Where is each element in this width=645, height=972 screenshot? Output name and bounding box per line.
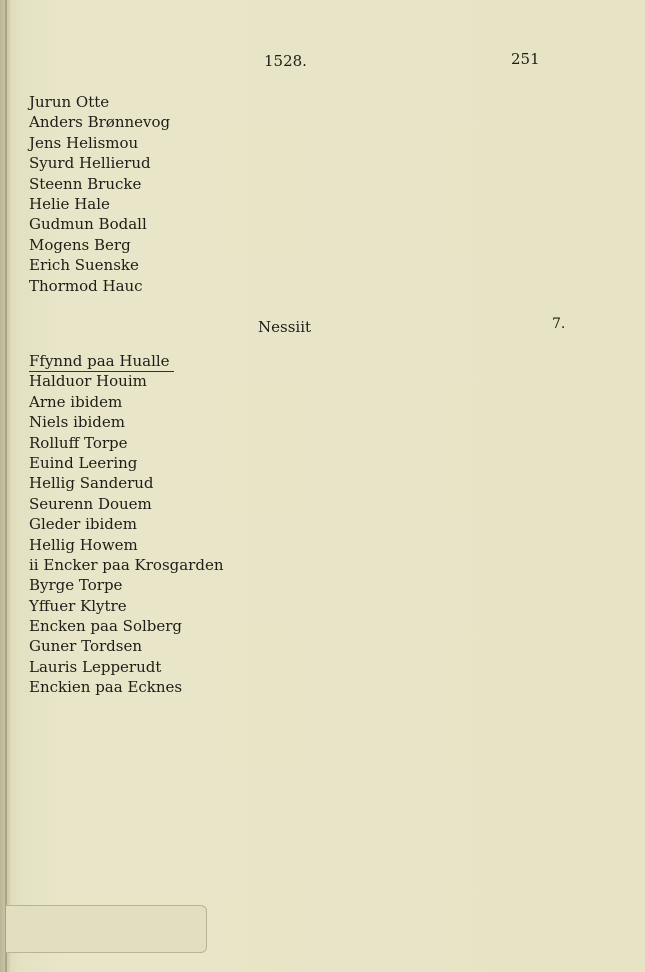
list-item xyxy=(29,351,224,371)
list-item: Hellig Sanderud xyxy=(29,474,154,493)
list-item: Enckien paa Ecknes xyxy=(29,678,183,697)
name-list-2 xyxy=(29,351,224,698)
list-item: Lauris Lepperudt xyxy=(29,657,162,676)
section-number: 7. xyxy=(552,316,566,332)
name-list-1 xyxy=(29,92,170,296)
list-item: Anders Brønnevog xyxy=(29,113,171,132)
spine-binding-line xyxy=(5,0,7,972)
list-item: Gleder ibidem xyxy=(29,515,137,534)
list-item: Helie Hale xyxy=(29,194,110,213)
list-item: Guner Tordsen xyxy=(29,637,142,656)
list-item: Hellig Howem xyxy=(29,535,138,554)
list-item: Encken paa Solberg xyxy=(29,617,183,636)
header-year: 1528. xyxy=(264,52,307,70)
list-item: Syurd Hellierud xyxy=(29,154,151,173)
list-item: Arne ibidem xyxy=(29,392,123,411)
list-item: Erich Suenske xyxy=(29,256,139,275)
underlined-entry: Ffynnd paa Hualle xyxy=(29,351,174,372)
list-item: Euind Leering xyxy=(29,453,138,472)
list-item: Steenn Brucke xyxy=(29,174,142,193)
list-item: Yffuer Klytre xyxy=(29,596,127,615)
list-item: Byrge Torpe xyxy=(29,576,123,595)
list-item: Gudmun Bodall xyxy=(29,215,147,234)
list-item: Halduor Houim xyxy=(29,372,147,391)
list-item: Mogens Berg xyxy=(29,235,131,254)
list-item: Jens Helismou xyxy=(29,133,139,152)
page-number: 251 xyxy=(511,50,540,68)
list-item: Seurenn Douem xyxy=(29,494,152,513)
section-title: Nessiit xyxy=(258,318,312,336)
page-tab-mark xyxy=(6,905,207,953)
list-item: Thormod Hauc xyxy=(29,276,143,295)
list-item: Jurun Otte xyxy=(29,93,110,111)
list-item: ii Encker paa Krosgarden xyxy=(29,555,224,574)
list-item: Rolluff Torpe xyxy=(29,433,128,452)
list-item: Niels ibidem xyxy=(29,413,125,432)
